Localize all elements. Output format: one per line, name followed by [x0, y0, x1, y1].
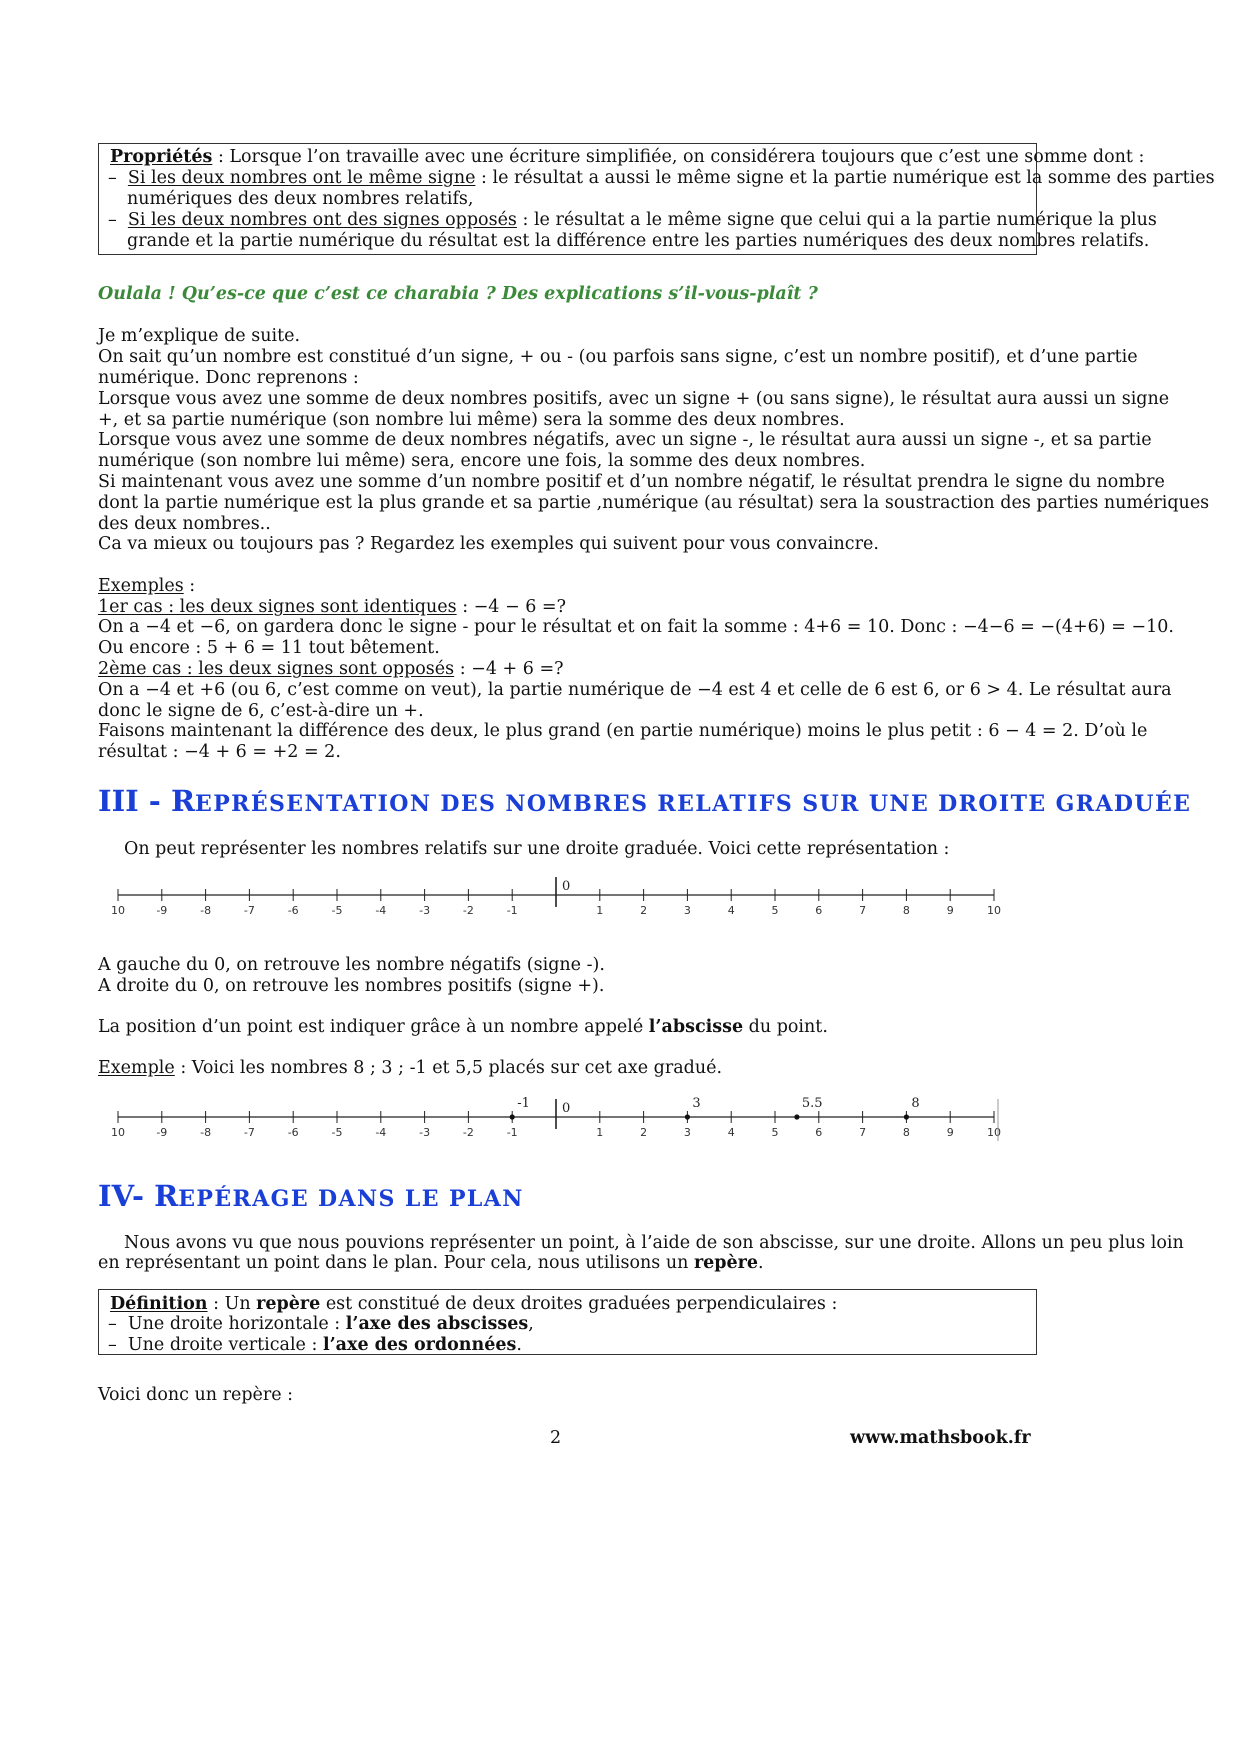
- proprietes-item1-cont: numériques des deux nombres relatifs,: [127, 189, 474, 209]
- section3-title-rest: EPRÉSENTATION DES NOMBRES RELATIFS SUR UNE DROITE GRADUÉE: [195, 791, 1192, 817]
- oulala-heading: Oulala ! Qu’es-ce que c’est ce charabia ? Des explications s’il-vous-plaît ?: [98, 284, 818, 304]
- exemples-cas2-label: 2ème cas : les deux signes sont opposés: [98, 659, 455, 679]
- position-text-abscisse: l’abscisse: [648, 1017, 744, 1037]
- explain-line-4: Lorsque vous avez une somme de deux nombres positifs, avec un signe + (ou sans signe), le résultat aura aussi un signe: [98, 389, 1170, 409]
- proprietes-item1-text: : le résultat a aussi le même signe et la partie numérique est la somme des parties: [475, 168, 1215, 188]
- number-line-1: [100, 870, 1010, 926]
- section4-p2-a: en représentant un point dans le plan. Pour cela, nous utilisons un: [98, 1253, 694, 1273]
- definition-c: est constitué de deux droites graduées perpendiculaires :: [320, 1294, 838, 1314]
- tick-label: 10: [111, 904, 125, 917]
- definition-item-2-a: Une droite verticale :: [127, 1335, 323, 1355]
- position-text-a: La position d’un point est indiquer grâce à un nombre appelé: [98, 1017, 649, 1037]
- proprietes-item2: – Si les deux nombres ont des signes opposés : le résultat a le même signe que celui qui a la partie numérique la plus: [108, 210, 1157, 230]
- site-url: www.mathsbook.fr: [850, 1428, 1031, 1448]
- tick-label: 5: [771, 904, 779, 917]
- explain-line-11: Ca va mieux ou toujours pas ? Regardez les exemples qui suivent pour vous convaincre.: [98, 534, 879, 554]
- tick-label: -6: [287, 904, 299, 917]
- tick-label: -2: [462, 1126, 474, 1139]
- tick-label: 10: [111, 1126, 125, 1139]
- explain-line-1: Je m’explique de suite.: [98, 326, 301, 346]
- tick-label: -1: [506, 1126, 518, 1139]
- section4-p1: Nous avons vu que nous pouvions représenter un point, à l’aide de son abscisse, sur une droite. Allons un peu plus loin: [124, 1233, 1184, 1253]
- position-text: [98, 1016, 828, 1039]
- explain-line-6: Lorsque vous avez une somme de deux nombres négatifs, avec un signe -, le résultat aura aussi un signe -, et sa partie: [98, 430, 1152, 450]
- section4-p2-c: .: [758, 1253, 764, 1273]
- tick-label: 3: [683, 904, 691, 917]
- explain-line-10: des deux nombres..: [98, 514, 271, 534]
- explain-line-5: +, et sa partie numérique (son nombre lui même) sera la somme des deux nombres.: [98, 410, 845, 430]
- position-text-c: du point.: [743, 1017, 828, 1037]
- definition-item-1-c: ,: [528, 1314, 534, 1334]
- tick-label: 4: [727, 904, 735, 917]
- tick-label: 9: [946, 904, 954, 917]
- tick-label: 7: [859, 904, 867, 917]
- proprietes-intro: [110, 146, 1144, 169]
- tick-label: -4: [375, 1126, 387, 1139]
- tick-label: 1: [596, 1126, 604, 1139]
- point-label: 3: [692, 1096, 701, 1111]
- proprietes-item1-underlined: Si les deux nombres ont le même signe: [127, 168, 476, 188]
- tick-label: 6: [815, 1126, 823, 1139]
- exemple-label: Exemple: [98, 1058, 175, 1078]
- tick-label: -9: [156, 1126, 168, 1139]
- tick-label: -7: [243, 904, 255, 917]
- tick-label: 1: [596, 904, 604, 917]
- section4-title-rest: EPÉRAGE DANS LE PLAN: [178, 1186, 524, 1212]
- tick-label: -3: [419, 904, 431, 917]
- exemples-line-1: On a −4 et −6, on gardera donc le signe - pour le résultat et on fait la somme : 4+6 = 10. Donc : −4−6 = −(4+6) = −10.: [98, 617, 1174, 637]
- definition-item-2-c: .: [516, 1335, 522, 1355]
- exemples-title-text: Exemples: [98, 576, 184, 596]
- exemples-cas1-expr: : −4 − 6 =?: [456, 597, 566, 617]
- definition-repere: repère: [256, 1294, 321, 1314]
- explain-line-3: numérique. Donc reprenons :: [98, 368, 359, 388]
- tick-label: -8: [200, 904, 212, 917]
- exemple-rest: : Voici les nombres 8 ; 3 ; -1 et 5,5 placés sur cet axe gradué.: [174, 1058, 723, 1078]
- definition-item-2-b: l’axe des ordonnées: [322, 1335, 517, 1355]
- explain-line-8: Si maintenant vous avez une somme d’un nombre positif et d’un nombre négatif, le résultat prendra le signe du nombre: [98, 472, 1165, 492]
- explain-line-7: numérique (son nombre lui même) sera, encore une fois, la somme des deux nombres.: [98, 451, 866, 471]
- exemples-line-6: résultat : −4 + 6 = +2 = 2.: [98, 742, 341, 762]
- tick-label: 10: [987, 1126, 1001, 1139]
- exemples-cas1-label: 1er cas : les deux signes sont identiques: [98, 597, 457, 617]
- gauche-text: A gauche du 0, on retrouve les nombre négatifs (signe -).: [98, 955, 605, 975]
- definition-item-1-b: l’axe des abscisses: [345, 1314, 529, 1334]
- definition-title: Définition: [110, 1294, 208, 1314]
- section3-intro: On peut représenter les nombres relatifs sur une droite graduée. Voici cette représentation :: [124, 839, 950, 859]
- proprietes-item2-cont: grande et la partie numérique du résultat est la différence entre les parties numériques des deux nombres relatifs.: [127, 231, 1150, 251]
- tick-label: 5: [771, 1126, 779, 1139]
- point-label: -1: [517, 1096, 530, 1111]
- tick-label: 2: [640, 1126, 648, 1139]
- tick-label: 9: [946, 1126, 954, 1139]
- tick-label: -9: [156, 904, 168, 917]
- tick-label: -7: [243, 1126, 255, 1139]
- voici-repere: Voici donc un repère :: [98, 1385, 294, 1405]
- tick-label: 8: [902, 904, 910, 917]
- zero-label: 0: [562, 879, 571, 894]
- section3-number: III -: [98, 784, 171, 818]
- definition-item-1-a: Une droite horizontale :: [127, 1314, 346, 1334]
- proprietes-item2-underlined: Si les deux nombres ont des signes opposés: [127, 210, 517, 230]
- zero-label: 0: [562, 1101, 571, 1116]
- section4-heading: [98, 1179, 524, 1213]
- definition-item-1: – Une droite horizontale : l’axe des abscisses,: [108, 1314, 534, 1334]
- point-label: 8: [911, 1096, 920, 1111]
- section3-heading: [98, 784, 1192, 818]
- tick-label: -2: [462, 904, 474, 917]
- point-marker: [685, 1114, 690, 1119]
- point-marker: [794, 1114, 799, 1119]
- tick-label: 6: [815, 904, 823, 917]
- tick-label: -6: [287, 1126, 299, 1139]
- exemple-text: [98, 1057, 722, 1080]
- exemples-line-5: Faisons maintenant la différence des deux, le plus grand (en partie numérique) moins le plus petit : 6 − 4 = 2. D’où le: [98, 721, 1148, 741]
- explain-line-9: dont la partie numérique est la plus grande et sa partie ,numérique (au résultat) sera la soustraction des parties numériques: [98, 493, 1210, 513]
- tick-label: 8: [902, 1126, 910, 1139]
- definition-item-2: – Une droite verticale : l’axe des ordonnées.: [108, 1335, 522, 1355]
- tick-label: -5: [331, 1126, 343, 1139]
- exemples-cas2: [98, 658, 564, 681]
- section4-number: IV-: [98, 1179, 155, 1213]
- point-marker: [904, 1114, 909, 1119]
- section4-p2: [98, 1252, 764, 1275]
- droite-text: A droite du 0, on retrouve les nombres positifs (signe +).: [98, 976, 605, 996]
- section4-title-first: R: [154, 1179, 179, 1213]
- tick-label: 4: [727, 1126, 735, 1139]
- tick-label: 3: [683, 1126, 691, 1139]
- tick-label: 2: [640, 904, 648, 917]
- point-label: 5.5: [801, 1096, 823, 1111]
- proprietes-item1: – Si les deux nombres ont le même signe : le résultat a aussi le même signe et la partie numérique est la somme des parties: [108, 168, 1215, 188]
- tick-label: 7: [859, 1126, 867, 1139]
- section3-title-first: R: [170, 784, 196, 818]
- tick-label: -1: [506, 904, 518, 917]
- tick-label: -8: [200, 1126, 212, 1139]
- section4-p2-repere: repère: [693, 1253, 759, 1273]
- explain-line-2: On sait qu’un nombre est constitué d’un signe, + ou - (ou parfois sans signe, c’est un nombre positif), et d’une partie: [98, 347, 1138, 367]
- page-number: 2: [550, 1428, 562, 1448]
- proprietes-intro-text: : Lorsque l’on travaille avec une écriture simplifiée, on considérera toujours que c’est une somme dont :: [212, 147, 1145, 167]
- exemples-line-4: donc le signe de 6, c’est-à-dire un +.: [98, 701, 424, 721]
- point-marker: [510, 1114, 515, 1119]
- tick-label: -5: [331, 904, 343, 917]
- exemples-title: [98, 575, 195, 598]
- tick-label: 10: [987, 904, 1001, 917]
- tick-label: -3: [419, 1126, 431, 1139]
- proprietes-title: Propriétés: [110, 147, 213, 167]
- number-line-2: [100, 1092, 1010, 1148]
- exemples-line-3: On a −4 et +6 (ou 6, c’est comme on veut), la partie numérique de −4 est 4 et celle de 6 est 6, or 6 > 4. Le résultat aura: [98, 680, 1172, 700]
- exemples-cas2-expr: : −4 + 6 =?: [454, 659, 564, 679]
- tick-label: -4: [375, 904, 387, 917]
- definition-a: : Un: [207, 1294, 257, 1314]
- exemples-title-rest: :: [183, 576, 196, 596]
- proprietes-item2-text: : le résultat a le même signe que celui qui a la partie numérique la plus: [516, 210, 1157, 230]
- exemples-line-2: Ou encore : 5 + 6 = 11 tout bêtement.: [98, 638, 440, 658]
